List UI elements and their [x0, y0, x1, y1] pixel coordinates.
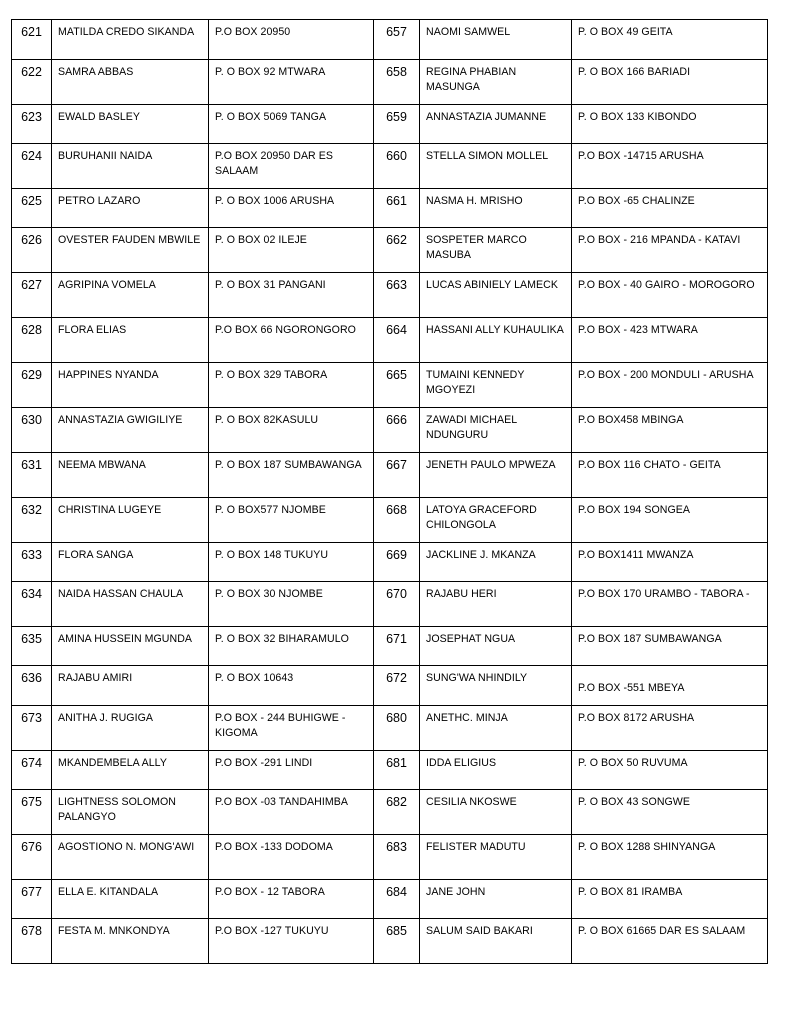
- right-number-text: 663: [386, 278, 407, 292]
- left-address-text: P.O BOX -291 LINDI: [215, 757, 313, 769]
- left-number-cell: [12, 20, 52, 60]
- left-address-text: P. O BOX 187 SUMBAWANGA: [215, 459, 362, 471]
- left-address-cell: [209, 228, 374, 273]
- left-address-cell: [209, 790, 374, 835]
- left-address-cell: [209, 666, 374, 706]
- right-number-cell: [374, 189, 420, 228]
- right-number-text: 685: [386, 924, 407, 938]
- right-number-cell: [374, 627, 420, 666]
- left-number-cell: [12, 105, 52, 144]
- left-number-cell: [12, 880, 52, 919]
- left-number-cell: [12, 498, 52, 543]
- left-address-text: P.O BOX -03 TANDAHIMBA: [215, 796, 348, 808]
- left-name-cell: [52, 880, 209, 919]
- right-name-cell: [420, 408, 572, 453]
- left-name-text: HAPPINES NYANDA: [58, 369, 159, 381]
- left-address-cell: [209, 498, 374, 543]
- left-address-text: P. O BOX 30 NJOMBE: [215, 588, 323, 600]
- left-name-cell: [52, 751, 209, 790]
- right-number-text: 669: [386, 548, 407, 562]
- left-number-text: 630: [21, 413, 42, 427]
- left-number-text: 623: [21, 110, 42, 124]
- left-address-cell: [209, 20, 374, 60]
- right-number-text: 681: [386, 756, 407, 770]
- left-address-text: P.O BOX -133 DODOMA: [215, 841, 333, 853]
- left-address-cell: [209, 318, 374, 363]
- right-number-cell: [374, 273, 420, 318]
- table-row: [12, 582, 768, 627]
- left-address-cell: [209, 453, 374, 498]
- right-address-text: P. O BOX 133 KIBONDO: [578, 111, 697, 123]
- right-address-cell: [572, 189, 768, 228]
- right-name-cell: [420, 919, 572, 964]
- left-name-text: CHRISTINA LUGEYE: [58, 504, 162, 516]
- right-name-text: JANE JOHN: [426, 886, 486, 898]
- left-name-cell: [52, 498, 209, 543]
- right-address-text: P.O BOX -14715 ARUSHA: [578, 150, 704, 162]
- right-number-cell: [374, 582, 420, 627]
- right-number-cell: [374, 498, 420, 543]
- right-number-cell: [374, 790, 420, 835]
- right-number-cell: [374, 919, 420, 964]
- left-address-cell: [209, 273, 374, 318]
- left-name-text: RAJABU AMIRI: [58, 672, 133, 684]
- left-name-text: MATILDA CREDO SIKANDA: [58, 26, 195, 38]
- left-number-cell: [12, 408, 52, 453]
- left-name-cell: [52, 835, 209, 880]
- right-address-text: P.O BOX 170 URAMBO - TABORA -: [578, 588, 750, 600]
- table-row: [12, 453, 768, 498]
- right-address-cell: [572, 228, 768, 273]
- right-number-cell: [374, 318, 420, 363]
- table-row: [12, 273, 768, 318]
- right-address-text: P.O BOX - 200 MONDULI - ARUSHA: [578, 369, 754, 381]
- left-number-cell: [12, 189, 52, 228]
- right-number-text: 666: [386, 413, 407, 427]
- left-address-cell: [209, 543, 374, 582]
- left-address-cell: [209, 363, 374, 408]
- right-name-cell: [420, 363, 572, 408]
- right-number-text: 661: [386, 194, 407, 208]
- right-address-text: P. O BOX 166 BARIADI: [578, 66, 691, 78]
- left-address-text: P.O BOX - 12 TABORA: [215, 886, 325, 898]
- right-name-cell: [420, 189, 572, 228]
- table-row: [12, 706, 768, 751]
- right-address-cell: [572, 582, 768, 627]
- left-number-cell: [12, 790, 52, 835]
- left-address-cell: [209, 706, 374, 751]
- left-name-text: NEEMA MBWANA: [58, 459, 146, 471]
- left-address-text: P.O BOX 20950 DAR ES SALAAM: [215, 150, 333, 177]
- left-address-cell: [209, 408, 374, 453]
- right-name-text: TUMAINI KENNEDY MGOYEZI: [426, 369, 525, 396]
- right-name-text: NAOMI SAMWEL: [426, 26, 511, 38]
- left-address-cell: [209, 919, 374, 964]
- left-number-text: 675: [21, 795, 42, 809]
- left-name-cell: [52, 790, 209, 835]
- right-number-text: 680: [386, 711, 407, 725]
- right-address-cell: [572, 706, 768, 751]
- left-name-text: ELLA E. KITANDALA: [58, 886, 159, 898]
- right-name-cell: [420, 318, 572, 363]
- left-address-cell: [209, 105, 374, 144]
- left-address-text: P. O BOX 329 TABORA: [215, 369, 328, 381]
- left-number-cell: [12, 60, 52, 105]
- right-name-cell: [420, 273, 572, 318]
- right-address-cell: [572, 453, 768, 498]
- left-name-text: FLORA ELIAS: [58, 324, 127, 336]
- table-row: [12, 666, 768, 706]
- right-name-text: ANETHC. MINJA: [426, 712, 508, 724]
- left-number-text: 677: [21, 885, 42, 899]
- left-name-cell: [52, 408, 209, 453]
- right-number-cell: [374, 60, 420, 105]
- left-name-text: BURUHANII NAIDA: [58, 150, 153, 162]
- left-number-text: 628: [21, 323, 42, 337]
- left-name-text: ANNASTAZIA GWIGILIYE: [58, 414, 183, 426]
- left-address-cell: [209, 627, 374, 666]
- left-name-text: AGOSTIONO N. MONG'AWI: [58, 841, 195, 853]
- left-address-text: P.O BOX -127 TUKUYU: [215, 925, 329, 937]
- right-number-text: 660: [386, 149, 407, 163]
- table-row: [12, 790, 768, 835]
- right-number-cell: [374, 543, 420, 582]
- left-number-cell: [12, 627, 52, 666]
- right-name-text: REGINA PHABIAN MASUNGA: [426, 66, 517, 93]
- left-address-text: P. O BOX 148 TUKUYU: [215, 549, 329, 561]
- left-number-cell: [12, 835, 52, 880]
- left-name-cell: [52, 706, 209, 751]
- right-number-cell: [374, 751, 420, 790]
- right-number-text: 664: [386, 323, 407, 337]
- table-row: [12, 60, 768, 105]
- left-number-text: 632: [21, 503, 42, 517]
- left-address-text: P. O BOX 82KASULU: [215, 414, 319, 426]
- table-row: [12, 20, 768, 60]
- left-number-cell: [12, 363, 52, 408]
- right-number-cell: [374, 105, 420, 144]
- left-number-text: 676: [21, 840, 42, 854]
- right-name-cell: [420, 880, 572, 919]
- right-number-cell: [374, 144, 420, 189]
- right-name-text: RAJABU HERI: [426, 588, 497, 600]
- table-row: [12, 880, 768, 919]
- table-row: [12, 919, 768, 964]
- right-name-text: IDDA ELIGIUS: [426, 757, 497, 769]
- right-name-text: HASSANI ALLY KUHAULIKA: [426, 324, 564, 336]
- right-address-text: P.O BOX 116 CHATO - GEITA: [578, 459, 721, 471]
- right-number-cell: [374, 706, 420, 751]
- right-address-text: P.O BOX - 423 MTWARA: [578, 324, 698, 336]
- left-number-text: 621: [21, 25, 42, 39]
- right-number-cell: [374, 666, 420, 706]
- right-name-text: CESILIA NKOSWE: [426, 796, 517, 808]
- table-row: [12, 189, 768, 228]
- right-address-text: P.O BOX -65 CHALINZE: [578, 195, 695, 207]
- left-name-text: FLORA SANGA: [58, 549, 134, 561]
- right-name-text: SUNG'WA NHINDILY: [426, 672, 528, 684]
- left-address-cell: [209, 582, 374, 627]
- right-address-text: P.O BOX -551 MBEYA: [578, 682, 685, 694]
- table-row: [12, 363, 768, 408]
- right-name-text: STELLA SIMON MOLLEL: [426, 150, 549, 162]
- right-address-text: P.O BOX1411 MWANZA: [578, 549, 694, 561]
- right-name-text: SOSPETER MARCO MASUBA: [426, 234, 527, 261]
- left-number-cell: [12, 453, 52, 498]
- left-number-text: 624: [21, 149, 42, 163]
- left-address-cell: [209, 751, 374, 790]
- right-name-cell: [420, 706, 572, 751]
- right-number-cell: [374, 228, 420, 273]
- right-address-cell: [572, 835, 768, 880]
- left-number-cell: [12, 582, 52, 627]
- right-address-cell: [572, 543, 768, 582]
- left-number-cell: [12, 144, 52, 189]
- right-number-text: 672: [386, 671, 407, 685]
- left-address-text: P. O BOX 1006 ARUSHA: [215, 195, 335, 207]
- left-name-cell: [52, 627, 209, 666]
- right-address-text: P. O BOX 49 GEITA: [578, 26, 673, 38]
- right-number-cell: [374, 363, 420, 408]
- right-number-cell: [374, 20, 420, 60]
- left-address-cell: [209, 835, 374, 880]
- left-number-cell: [12, 228, 52, 273]
- right-number-text: 662: [386, 233, 407, 247]
- table-row: [12, 144, 768, 189]
- left-address-text: P. O BOX 32 BIHARAMULO: [215, 633, 349, 645]
- left-address-text: P.O BOX - 244 BUHIGWE - KIGOMA: [215, 712, 346, 739]
- right-name-text: JACKLINE J. MKANZA: [426, 549, 536, 561]
- right-name-text: SALUM SAID BAKARI: [426, 925, 533, 937]
- right-address-cell: [572, 318, 768, 363]
- right-name-cell: [420, 543, 572, 582]
- table-row: [12, 228, 768, 273]
- left-name-text: FESTA M. MNKONDYA: [58, 925, 170, 937]
- right-address-cell: [572, 790, 768, 835]
- right-number-text: 684: [386, 885, 407, 899]
- right-name-text: ZAWADI MICHAEL NDUNGURU: [426, 414, 517, 441]
- left-name-cell: [52, 144, 209, 189]
- right-name-text: FELISTER MADUTU: [426, 841, 526, 853]
- right-name-text: ANNASTAZIA JUMANNE: [426, 111, 547, 123]
- left-number-cell: [12, 666, 52, 706]
- left-name-text: PETRO LAZARO: [58, 195, 141, 207]
- right-name-text: NASMA H. MRISHO: [426, 195, 523, 207]
- left-number-cell: [12, 318, 52, 363]
- right-address-cell: [572, 144, 768, 189]
- left-number-cell: [12, 543, 52, 582]
- left-address-cell: [209, 189, 374, 228]
- left-name-cell: [52, 318, 209, 363]
- left-number-text: 636: [21, 671, 42, 685]
- left-address-text: P. O BOX 31 PANGANI: [215, 279, 326, 291]
- table-row: [12, 751, 768, 790]
- left-name-text: AMINA HUSSEIN MGUNDA: [58, 633, 193, 645]
- left-number-text: 631: [21, 458, 42, 472]
- right-name-text: LATOYA GRACEFORD CHILONGOLA: [426, 504, 537, 531]
- right-address-cell: [572, 273, 768, 318]
- left-name-cell: [52, 105, 209, 144]
- left-name-cell: [52, 20, 209, 60]
- right-address-text: P.O BOX - 216 MPANDA - KATAVI: [578, 234, 741, 246]
- left-number-cell: [12, 273, 52, 318]
- right-address-text: P. O BOX 81 IRAMBA: [578, 886, 683, 898]
- left-name-text: EWALD BASLEY: [58, 111, 141, 123]
- left-number-text: 678: [21, 924, 42, 938]
- right-address-text: P. O BOX 61665 DAR ES SALAAM: [578, 925, 746, 937]
- table-row: [12, 318, 768, 363]
- right-name-cell: [420, 20, 572, 60]
- left-number-text: 625: [21, 194, 42, 208]
- table-row: [12, 543, 768, 582]
- left-name-text: OVESTER FAUDEN MBWILE: [58, 234, 201, 246]
- right-name-cell: [420, 60, 572, 105]
- left-name-text: NAIDA HASSAN CHAULA: [58, 588, 184, 600]
- right-name-cell: [420, 105, 572, 144]
- right-number-text: 658: [386, 65, 407, 79]
- right-number-cell: [374, 408, 420, 453]
- right-address-cell: [572, 498, 768, 543]
- right-address-cell: [572, 363, 768, 408]
- right-number-text: 683: [386, 840, 407, 854]
- left-name-cell: [52, 189, 209, 228]
- left-name-text: ANITHA J. RUGIGA: [58, 712, 153, 724]
- left-number-text: 626: [21, 233, 42, 247]
- table-row: [12, 627, 768, 666]
- right-number-text: 668: [386, 503, 407, 517]
- right-name-cell: [420, 666, 572, 706]
- right-address-text: P.O BOX458 MBINGA: [578, 414, 684, 426]
- left-name-text: LIGHTNESS SOLOMON PALANGYO: [58, 796, 176, 823]
- right-address-text: P. O BOX 50 RUVUMA: [578, 757, 688, 769]
- right-name-cell: [420, 228, 572, 273]
- right-address-cell: [572, 880, 768, 919]
- left-number-text: 622: [21, 65, 42, 79]
- right-address-cell: [572, 919, 768, 964]
- right-number-text: 670: [386, 587, 407, 601]
- left-name-text: AGRIPINA VOMELA: [58, 279, 156, 291]
- right-number-text: 682: [386, 795, 407, 809]
- right-address-cell: [572, 60, 768, 105]
- left-address-cell: [209, 60, 374, 105]
- left-number-cell: [12, 706, 52, 751]
- left-name-cell: [52, 919, 209, 964]
- left-address-cell: [209, 880, 374, 919]
- left-name-cell: [52, 363, 209, 408]
- table-row: [12, 408, 768, 453]
- left-number-text: 629: [21, 368, 42, 382]
- right-name-cell: [420, 751, 572, 790]
- right-address-text: P. O BOX 43 SONGWE: [578, 796, 690, 808]
- right-name-cell: [420, 144, 572, 189]
- roster-table: [11, 19, 768, 964]
- right-address-cell: [572, 408, 768, 453]
- left-name-text: SAMRA ABBAS: [58, 66, 134, 78]
- left-address-text: P.O BOX 66 NGORONGORO: [215, 324, 356, 336]
- left-name-cell: [52, 543, 209, 582]
- left-name-cell: [52, 228, 209, 273]
- right-name-cell: [420, 627, 572, 666]
- right-name-text: JOSEPHAT NGUA: [426, 633, 516, 645]
- left-name-cell: [52, 453, 209, 498]
- left-number-text: 633: [21, 548, 42, 562]
- right-name-cell: [420, 835, 572, 880]
- right-address-text: P.O BOX - 40 GAIRO - MOROGORO: [578, 279, 755, 291]
- right-name-text: JENETH PAULO MPWEZA: [426, 459, 556, 471]
- right-name-cell: [420, 790, 572, 835]
- left-name-text: MKANDEMBELA ALLY: [58, 757, 167, 769]
- left-name-cell: [52, 582, 209, 627]
- left-address-text: P.O BOX 20950: [215, 26, 291, 38]
- left-address-text: P. O BOX577 NJOMBE: [215, 504, 326, 516]
- left-number-cell: [12, 919, 52, 964]
- right-address-cell: [572, 751, 768, 790]
- right-address-text: P.O BOX 187 SUMBAWANGA: [578, 633, 722, 645]
- left-address-text: P. O BOX 10643: [215, 672, 294, 684]
- right-name-text: LUCAS ABINIELY LAMECK: [426, 279, 558, 291]
- right-name-cell: [420, 498, 572, 543]
- table-row: [12, 498, 768, 543]
- right-address-text: P.O BOX 8172 ARUSHA: [578, 712, 695, 724]
- right-address-cell: [572, 627, 768, 666]
- left-address-text: P. O BOX 92 MTWARA: [215, 66, 326, 78]
- right-number-text: 657: [386, 25, 407, 39]
- right-address-cell: [572, 105, 768, 144]
- right-number-cell: [374, 880, 420, 919]
- right-address-cell: [572, 666, 768, 706]
- left-address-text: P. O BOX 02 ILEJE: [215, 234, 307, 246]
- table-row: [12, 835, 768, 880]
- left-address-text: P. O BOX 5069 TANGA: [215, 111, 327, 123]
- left-address-cell: [209, 144, 374, 189]
- right-number-text: 667: [386, 458, 407, 472]
- left-number-text: 635: [21, 632, 42, 646]
- roster-body: [12, 20, 768, 964]
- right-address-text: P.O BOX 194 SONGEA: [578, 504, 690, 516]
- left-number-text: 634: [21, 587, 42, 601]
- right-number-cell: [374, 453, 420, 498]
- right-number-text: 659: [386, 110, 407, 124]
- right-address-text: P. O BOX 1288 SHINYANGA: [578, 841, 716, 853]
- right-number-cell: [374, 835, 420, 880]
- left-number-text: 674: [21, 756, 42, 770]
- right-name-cell: [420, 582, 572, 627]
- left-name-cell: [52, 273, 209, 318]
- right-name-cell: [420, 453, 572, 498]
- left-number-text: 627: [21, 278, 42, 292]
- right-number-text: 665: [386, 368, 407, 382]
- right-address-cell: [572, 20, 768, 60]
- left-name-cell: [52, 666, 209, 706]
- left-number-text: 673: [21, 711, 42, 725]
- left-name-cell: [52, 60, 209, 105]
- right-number-text: 671: [386, 632, 407, 646]
- left-number-cell: [12, 751, 52, 790]
- table-row: [12, 105, 768, 144]
